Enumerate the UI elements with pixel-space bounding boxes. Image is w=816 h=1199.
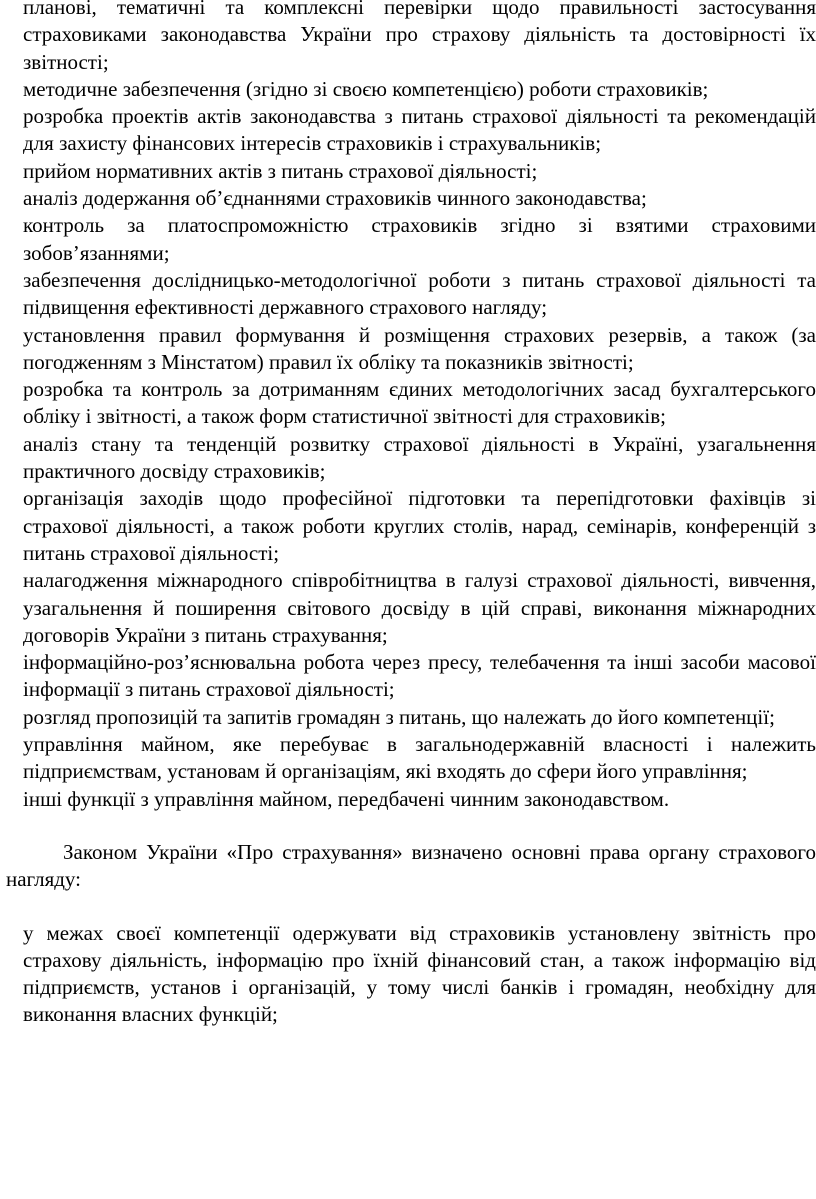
rights-list — [6, 920, 816, 1029]
list-item: аналіз стану та тенденцій розвитку страхової діяльності в Україні, узагальнення практичного досвіду страховиків; — [23, 431, 816, 484]
list-item: інформаційно-роз’яснювальна робота через пресу, телебачення та інші засоби масової інформації з питань страхової діяльності; — [23, 650, 816, 702]
list-item: установлення правил формування й розміщення страхових резервів, а також (за погодженням з Мінстатом) правил їх обліку та показників звітності; — [23, 322, 816, 374]
list-item: методичне забезпечення (згідно зі своєю компетенцією) роботи страховиків; — [23, 76, 709, 101]
list-item: організація заходів щодо професійної підготовки та перепідготовки фахівців зі страхової діяльності, а також роботи круглих столів, нарад, семінарів, конференцій з питань страхової діяльності; — [23, 486, 816, 565]
list-item: розробка та контроль за дотриманням єдиних методологічних засад бухгалтерського обліку і звітності, а також форм статистичної звітності для страховиків; — [23, 377, 816, 429]
list-item: забезпечення дослідницько-методологічної роботи з питань страхової діяльності та підвищення ефективності державного страхового нагляду; — [23, 267, 816, 320]
list-item: управління майном, яке перебуває в загальнодержавній власності і належить підприємствам, установам й організаціям, які входять до сфери його управління; — [23, 732, 816, 784]
list-item: планові, тематичні та комплексні перевірки щодо правильності застосування страховиками законодавства України про страхову діяльність та достовірності їх звітності; — [23, 0, 816, 74]
list-item: у межах своєї компетенції одержувати від страховиків установлену звітність про страхову діяльність, інформацію про їхній фінансовий стан, а також інформацію від підприємств, установ і організацій, у тому числі банків і громадян, необхідну для виконання власних функцій; — [23, 920, 816, 1027]
list-item: інші функції з управління майном, передбачені чинним законодавством. — [23, 786, 670, 811]
list-item: розробка проектів актів законодавства з питань страхової діяльності та рекомендацій для захисту фінансових інтересів страховиків і страхувальників; — [23, 104, 816, 156]
functions-list — [6, 0, 816, 813]
body-paragraph: Законом України «Про страхування» визначено основні права органу страхового нагляду: — [6, 839, 816, 892]
list-item: налагодження міжнародного співробітництва в галузі страхової діяльності, вивчення, узагальнення й поширення світового досвіду в цій справі, виконання міжнародних договорів України з питань страхування; — [23, 568, 816, 647]
list-item: аналіз додержання об’єднаннями страховиків чинного законодавства; — [23, 186, 647, 211]
list-item: контроль за платоспроможністю страховиків згідно зі взятими страховими зобов’язаннями; — [23, 213, 816, 265]
list-item: розгляд пропозицій та запитів громадян з питань, що належать до його компетенції; — [23, 704, 775, 729]
list-item: прийом нормативних актів з питань страхової діяльності; — [23, 158, 538, 183]
